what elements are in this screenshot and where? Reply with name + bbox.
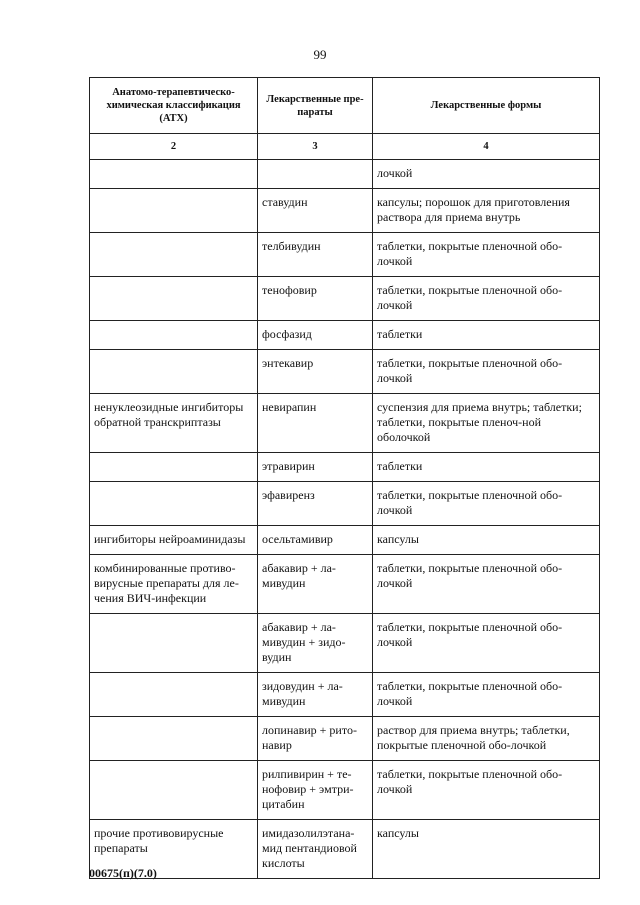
drug-cell (258, 160, 373, 189)
drug-cell: осельтамивир (258, 526, 373, 555)
form-cell: таблетки (373, 453, 600, 482)
atx-cell: ингибиторы нейроаминидазы (90, 526, 258, 555)
table-row (90, 820, 600, 879)
table-row (90, 673, 600, 717)
document-code: 00675(п)(7.0) (89, 866, 157, 880)
form-cell: таблетки, покрытые пленочной обо-лочкой (373, 482, 600, 526)
table-row (90, 233, 600, 277)
form-cell: таблетки, покрытые пленочной обо-лочкой (373, 614, 600, 673)
atx-cell (90, 482, 258, 526)
table-row (90, 555, 600, 614)
column-number: 3 (258, 134, 373, 160)
atx-cell (90, 350, 258, 394)
form-cell: таблетки, покрытые пленочной обо-лочкой (373, 555, 600, 614)
drug-cell: ставудин (258, 189, 373, 233)
form-cell: суспензия для приема внутрь; таблетки; таблетки, покрытые пленоч-ной оболочкой (373, 394, 600, 453)
column-number: 4 (373, 134, 600, 160)
drug-cell: этравирин (258, 453, 373, 482)
atx-cell (90, 233, 258, 277)
table-row (90, 482, 600, 526)
form-cell: таблетки, покрытые пленочной обо-лочкой (373, 350, 600, 394)
drug-cell: абакавир + ла-мивудин (258, 555, 373, 614)
atx-cell (90, 321, 258, 350)
drug-cell: тенофовир (258, 277, 373, 321)
drug-cell: зидовудин + ла-мивудин (258, 673, 373, 717)
table-row (90, 350, 600, 394)
table-row (90, 321, 600, 350)
drug-cell: невирапин (258, 394, 373, 453)
table-header-row (90, 78, 600, 134)
drug-cell: энтекавир (258, 350, 373, 394)
drug-cell: рилпивирин + те-нофовир + эмтри-цитабин (258, 761, 373, 820)
atx-cell (90, 761, 258, 820)
form-cell: таблетки, покрытые пленочной обо-лочкой (373, 761, 600, 820)
table-row (90, 717, 600, 761)
form-cell: раствор для приема внутрь; таблетки, покрытые пленочной обо-лочкой (373, 717, 600, 761)
drug-cell: телбивудин (258, 233, 373, 277)
table-row (90, 526, 600, 555)
table-row (90, 160, 600, 189)
atx-cell (90, 189, 258, 233)
form-cell: капсулы; порошок для приготовления раствора для приема внутрь (373, 189, 600, 233)
form-cell: таблетки, покрытые пленочной обо-лочкой (373, 233, 600, 277)
form-cell: капсулы (373, 820, 600, 879)
header-drugs: Лекарственные пре-параты (258, 78, 373, 134)
form-cell: таблетки, покрытые пленочной обо-лочкой (373, 277, 600, 321)
drug-cell: лопинавир + рито-навир (258, 717, 373, 761)
column-number-row (90, 134, 600, 160)
drug-cell: эфавиренз (258, 482, 373, 526)
table-row (90, 189, 600, 233)
table-row (90, 394, 600, 453)
atx-cell (90, 717, 258, 761)
column-number: 2 (90, 134, 258, 160)
form-cell: капсулы (373, 526, 600, 555)
atx-drug-table (89, 77, 600, 879)
atx-cell: ненуклеозидные ингибиторы обратной транскриптазы (90, 394, 258, 453)
drug-cell: абакавир + ла-мивудин + зидо-вудин (258, 614, 373, 673)
atx-cell (90, 673, 258, 717)
form-cell: таблетки, покрытые пленочной обо-лочкой (373, 673, 600, 717)
atx-cell (90, 160, 258, 189)
header-forms: Лекарственные формы (373, 78, 600, 134)
atx-cell: прочие противовирусные препараты (90, 820, 258, 879)
atx-cell (90, 277, 258, 321)
drug-cell: фосфазид (258, 321, 373, 350)
atx-cell (90, 614, 258, 673)
table-row (90, 277, 600, 321)
table-row (90, 453, 600, 482)
form-cell: таблетки (373, 321, 600, 350)
page-number: 99 (313, 47, 327, 62)
table-row (90, 761, 600, 820)
header-atx: Анатомо-терапевтическо-химическая классификация (АТХ) (90, 78, 258, 134)
atx-cell: комбинированные противо-вирусные препараты для ле-чения ВИЧ-инфекции (90, 555, 258, 614)
table-row (90, 614, 600, 673)
atx-cell (90, 453, 258, 482)
drug-cell: имидазолилэтана-мид пентандиовой кислоты (258, 820, 373, 879)
form-cell: лочкой (373, 160, 600, 189)
